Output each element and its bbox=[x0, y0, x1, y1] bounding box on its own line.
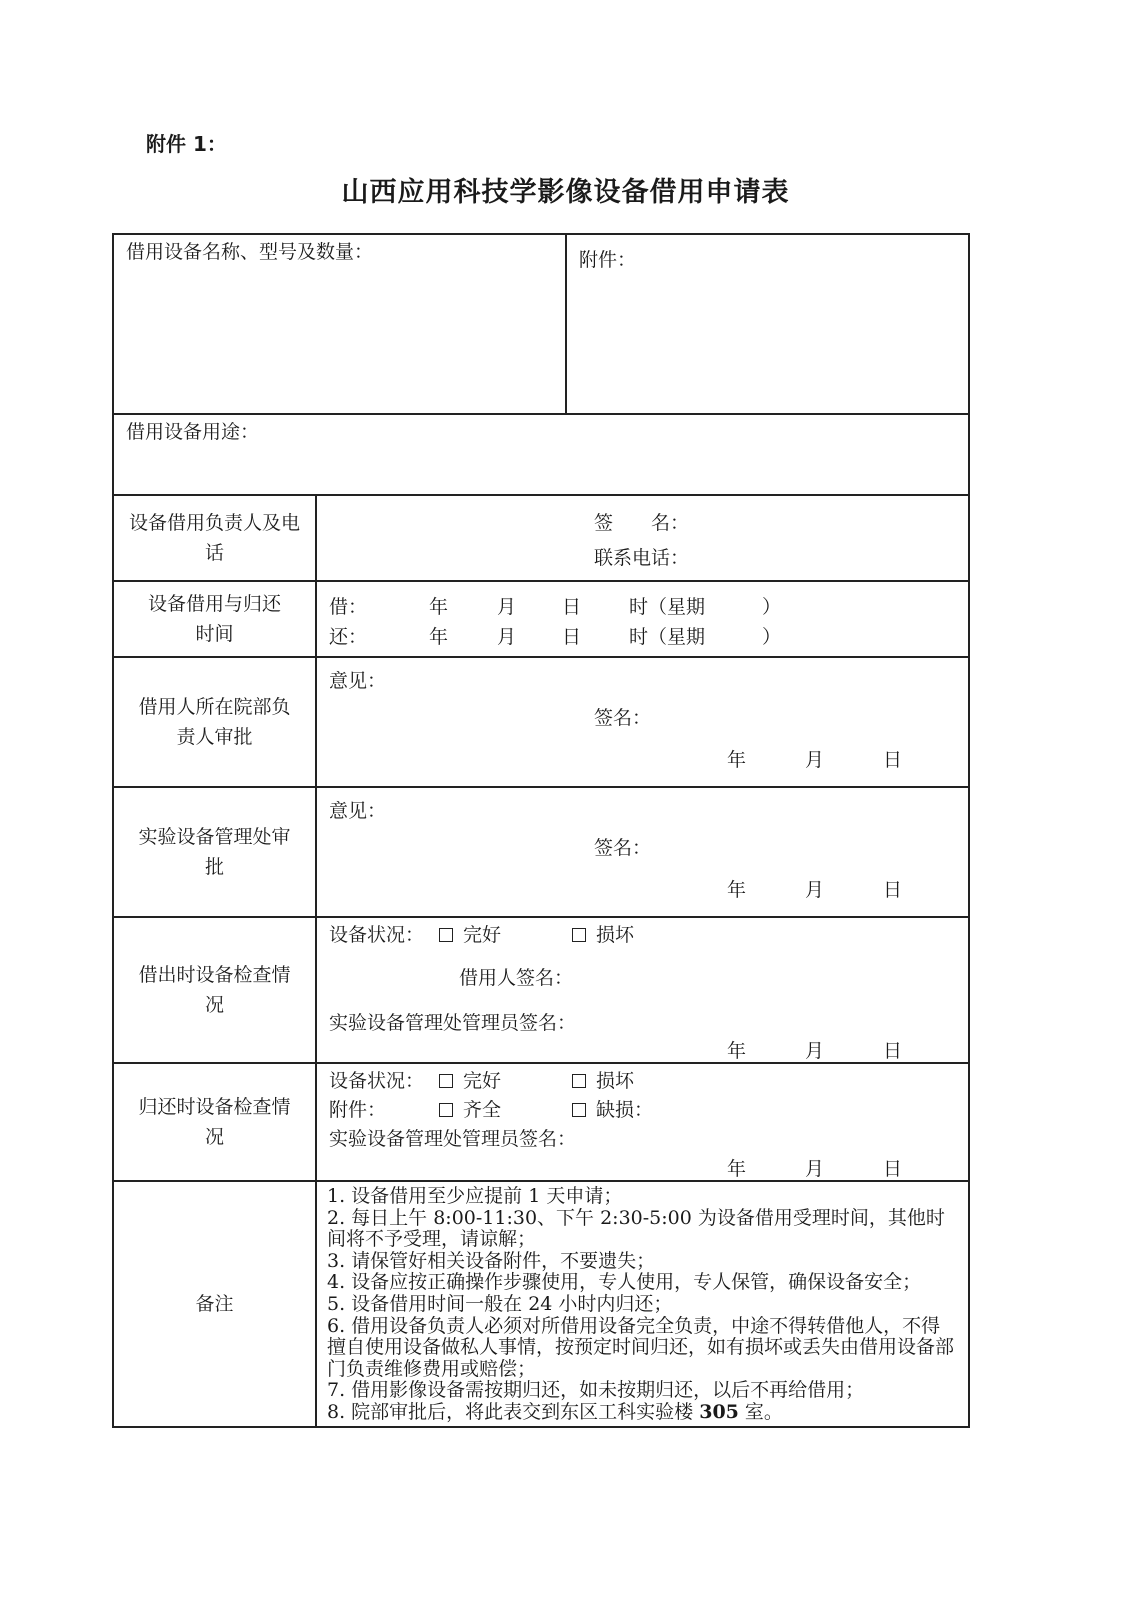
checkout-inspection-label: 借出时设备检查情况 bbox=[113, 917, 316, 1063]
accessory-label: 附件： bbox=[579, 249, 637, 271]
return-good-option[interactable] bbox=[439, 1066, 501, 1093]
checkout-admin-signature-label: 实验设备管理处管理员签名： bbox=[329, 1012, 577, 1034]
lab-office-approval-label: 实验设备管理处审批 bbox=[113, 787, 316, 917]
return-prefix: 还： bbox=[329, 626, 368, 648]
note-room-number: 305 bbox=[699, 1400, 739, 1423]
lab-month: 月 bbox=[805, 879, 825, 901]
return-day-date: 日 bbox=[883, 1158, 903, 1180]
dept-year: 年 bbox=[727, 749, 747, 771]
department-approval-field[interactable] bbox=[316, 657, 969, 787]
lab-year: 年 bbox=[727, 879, 747, 901]
return-damaged-label: 损坏 bbox=[596, 1070, 635, 1092]
phone-label: 联系电话： bbox=[594, 547, 690, 569]
checkout-damaged-option[interactable] bbox=[572, 920, 634, 947]
dept-opinion-label: 意见： bbox=[329, 670, 387, 692]
borrow-return-time-field[interactable] bbox=[316, 581, 969, 657]
borrow-year: 年 bbox=[429, 596, 449, 618]
department-approval-label: 借用人所在院部负责人审批 bbox=[113, 657, 316, 787]
note-item-last bbox=[327, 1402, 958, 1424]
application-form bbox=[112, 233, 970, 1428]
dept-signature-label: 签名： bbox=[594, 707, 652, 729]
lab-day: 日 bbox=[883, 879, 903, 901]
checkbox[interactable] bbox=[572, 1103, 586, 1117]
note-item: 2. 每日上午 8:00-11:30、下午 2:30-5:00 为设备借用受理时间，其他时间将不予受理，请谅解； bbox=[327, 1206, 945, 1251]
accessory-field[interactable] bbox=[566, 234, 969, 414]
borrow-return-time-label: 设备借用与归还时间 bbox=[113, 581, 316, 657]
note-item: 3. 请保管好相关设备附件，不要遗失； bbox=[327, 1249, 656, 1272]
checkout-day: 日 bbox=[883, 1040, 903, 1062]
checkbox[interactable] bbox=[439, 1103, 453, 1117]
return-damaged-option[interactable] bbox=[572, 1066, 634, 1093]
note-item: 1. 设备借用至少应提前 1 天申请； bbox=[327, 1185, 623, 1207]
return-accessory-label: 附件： bbox=[329, 1099, 387, 1121]
return-day: 日 bbox=[562, 626, 582, 648]
dept-day: 日 bbox=[883, 749, 903, 771]
lab-opinion-label: 意见： bbox=[329, 800, 387, 822]
borrower-signature-label: 借用人签名： bbox=[459, 967, 574, 989]
note-item: 4. 设备应按正确操作步骤使用，专人使用，专人保管，确保设备安全； bbox=[327, 1271, 922, 1294]
note-last-suffix: 室。 bbox=[738, 1400, 783, 1423]
checkbox[interactable] bbox=[572, 928, 586, 942]
responsible-person-label: 设备借用负责人及电话 bbox=[113, 495, 316, 581]
return-good-label: 完好 bbox=[463, 1070, 502, 1092]
lab-signature-label: 签名： bbox=[594, 837, 652, 859]
note-item: 5. 设备借用时间一般在 24 小时内归还； bbox=[327, 1292, 673, 1315]
return-inspection-field[interactable] bbox=[316, 1063, 969, 1181]
checkout-inspection-field[interactable] bbox=[316, 917, 969, 1063]
checkout-year: 年 bbox=[727, 1040, 747, 1062]
borrow-prefix: 借： bbox=[329, 596, 368, 618]
checkout-good-option[interactable] bbox=[439, 920, 501, 947]
checkbox[interactable] bbox=[439, 1074, 453, 1088]
checkout-damaged-label: 损坏 bbox=[596, 924, 635, 946]
checkbox[interactable] bbox=[439, 928, 453, 942]
return-month: 月 bbox=[497, 626, 517, 648]
signature-label: 签 名： bbox=[594, 512, 690, 534]
note-last-prefix: 8. 院部审批后，将此表交到东区工科实验楼 bbox=[327, 1400, 700, 1423]
return-year-date: 年 bbox=[727, 1158, 747, 1180]
borrow-month: 月 bbox=[497, 596, 517, 618]
borrow-hour-weekday: 时（星期 bbox=[629, 596, 706, 618]
responsible-person-field[interactable] bbox=[316, 495, 969, 581]
checkout-good-label: 完好 bbox=[463, 924, 502, 946]
dept-month: 月 bbox=[805, 749, 825, 771]
equipment-name-label: 借用设备名称、型号及数量： bbox=[126, 241, 374, 263]
borrow-day: 日 bbox=[562, 596, 582, 618]
return-admin-signature-label: 实验设备管理处管理员签名： bbox=[329, 1128, 577, 1150]
return-missing-label: 缺损： bbox=[596, 1099, 654, 1121]
return-inspection-label: 归还时设备检查情况 bbox=[113, 1063, 316, 1181]
borrow-close: ） bbox=[762, 596, 782, 618]
page-title: 山西应用科技学影像设备借用申请表 bbox=[341, 177, 790, 208]
return-year: 年 bbox=[429, 626, 449, 648]
note-item: 7. 借用影像设备需按期归还，如未按期归还，以后不再给借用； bbox=[327, 1379, 865, 1402]
return-month-date: 月 bbox=[805, 1158, 825, 1180]
lab-office-approval-field[interactable] bbox=[316, 787, 969, 917]
purpose-field[interactable] bbox=[113, 414, 969, 495]
note-item: 6. 借用设备负责人必须对所借用设备完全负责，中途不得转借他人，不得擅自使用设备做私人事情，按预定时间归还，如有损坏或丢失由借用设备部门负责维修费用或赔偿； bbox=[327, 1314, 955, 1380]
checkout-month: 月 bbox=[805, 1040, 825, 1062]
return-missing-option[interactable] bbox=[572, 1095, 653, 1122]
return-complete-label: 齐全 bbox=[463, 1099, 502, 1121]
return-hour-weekday: 时（星期 bbox=[629, 626, 706, 648]
equipment-name-field[interactable] bbox=[113, 234, 566, 414]
attachment-label: 附件 1： bbox=[146, 132, 227, 156]
return-complete-option[interactable] bbox=[439, 1095, 501, 1122]
notes-label: 备注 bbox=[113, 1181, 316, 1427]
return-close: ） bbox=[762, 626, 782, 648]
checkout-status-label: 设备状况： bbox=[329, 924, 425, 946]
purpose-label: 借用设备用途： bbox=[126, 421, 260, 443]
return-status-label: 设备状况： bbox=[329, 1070, 425, 1092]
checkbox[interactable] bbox=[572, 1074, 586, 1088]
notes-content bbox=[316, 1181, 969, 1427]
